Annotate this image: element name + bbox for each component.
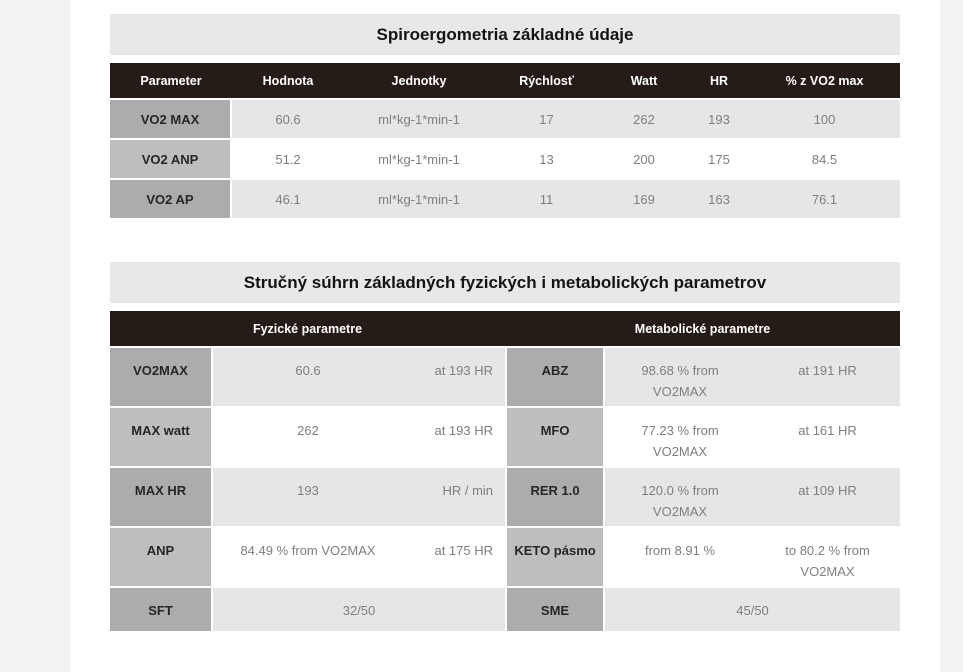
value-cell: 120.0 % from VO2MAX — [605, 468, 755, 528]
section-title: Stručný súhrn základných fyzických i metabolických parametrov — [110, 262, 900, 303]
note-cell: to 80.2 % from VO2MAX — [755, 528, 900, 588]
note-cell: at 161 HR — [755, 408, 900, 468]
param-label-cell: RER 1.0 — [505, 468, 605, 528]
note-cell: at 193 HR — [403, 408, 505, 468]
hr-cell: 193 — [689, 100, 749, 140]
param-label-cell: MAX watt — [110, 408, 213, 468]
note-cell: at 175 HR — [403, 528, 505, 588]
report-page — [70, 0, 940, 672]
section-summary — [110, 262, 900, 633]
units-cell: ml*kg-1*min-1 — [344, 140, 494, 180]
param-label-cell: SFT — [110, 588, 213, 633]
table-row — [110, 180, 900, 220]
pct-cell: 100 — [749, 100, 900, 140]
table-row — [110, 408, 900, 468]
value-cell: from 8.91 % — [605, 528, 755, 588]
units-cell: ml*kg-1*min-1 — [344, 180, 494, 220]
report-content — [110, 0, 900, 633]
param-label-cell: VO2MAX — [110, 348, 213, 408]
note-cell: HR / min — [403, 468, 505, 528]
table-row — [110, 100, 900, 140]
spiroergometry-table — [110, 63, 900, 220]
param-label-cell: KETO pásmo — [505, 528, 605, 588]
header-row — [110, 63, 900, 100]
value-cell: 60.6 — [213, 348, 403, 408]
pct-cell: 84.5 — [749, 140, 900, 180]
summary-table — [110, 311, 900, 633]
note-cell: at 109 HR — [755, 468, 900, 528]
param-label-cell: VO2 ANP — [110, 140, 232, 180]
section-spiroergometry — [110, 14, 900, 220]
value-cell: 45/50 — [605, 588, 900, 633]
table-row — [110, 140, 900, 180]
param-label-cell: VO2 MAX — [110, 100, 232, 140]
header-cell-rychlost: Rýchlosť — [494, 63, 599, 100]
section-title: Spiroergometria základné údaje — [110, 14, 900, 55]
header-cell-hr: HR — [689, 63, 749, 100]
hr-cell: 175 — [689, 140, 749, 180]
header-row — [110, 311, 900, 348]
units-cell: ml*kg-1*min-1 — [344, 100, 494, 140]
param-label-cell: SME — [505, 588, 605, 633]
value-cell: 51.2 — [232, 140, 344, 180]
note-cell: at 191 HR — [755, 348, 900, 408]
speed-cell: 11 — [494, 180, 599, 220]
value-cell: 46.1 — [232, 180, 344, 220]
value-cell: 193 — [213, 468, 403, 528]
hr-cell: 163 — [689, 180, 749, 220]
header-cell-jednotky: Jednotky — [344, 63, 494, 100]
header-cell-metabolic: Metabolické parametre — [505, 311, 900, 348]
header-cell-hodnota: Hodnota — [232, 63, 344, 100]
param-label-cell: ANP — [110, 528, 213, 588]
header-cell-parameter: Parameter — [110, 63, 232, 100]
watt-cell: 169 — [599, 180, 689, 220]
value-cell: 98.68 % from VO2MAX — [605, 348, 755, 408]
table-row — [110, 468, 900, 528]
value-cell: 77.23 % from VO2MAX — [605, 408, 755, 468]
table-row — [110, 588, 900, 633]
param-label-cell: MFO — [505, 408, 605, 468]
table-row — [110, 348, 900, 408]
value-cell: 262 — [213, 408, 403, 468]
watt-cell: 262 — [599, 100, 689, 140]
pct-cell: 76.1 — [749, 180, 900, 220]
watt-cell: 200 — [599, 140, 689, 180]
value-cell: 32/50 — [213, 588, 505, 633]
table-row — [110, 528, 900, 588]
param-label-cell: ABZ — [505, 348, 605, 408]
param-label-cell: VO2 AP — [110, 180, 232, 220]
header-cell-watt: Watt — [599, 63, 689, 100]
note-cell: at 193 HR — [403, 348, 505, 408]
speed-cell: 17 — [494, 100, 599, 140]
value-cell: 60.6 — [232, 100, 344, 140]
header-cell-physical: Fyzické parametre — [110, 311, 505, 348]
value-cell: 84.49 % from VO2MAX — [213, 528, 403, 588]
param-label-cell: MAX HR — [110, 468, 213, 528]
speed-cell: 13 — [494, 140, 599, 180]
header-cell-pct-vo2max: % z VO2 max — [749, 63, 900, 100]
